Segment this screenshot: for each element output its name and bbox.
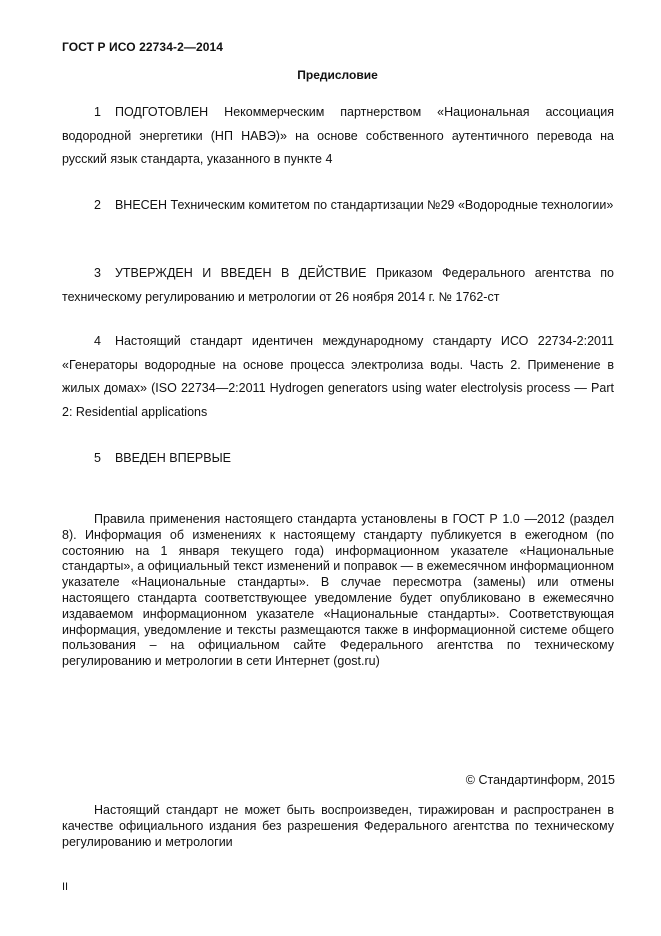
- page-title: Предисловие: [297, 68, 378, 82]
- item-number: 1: [94, 105, 101, 119]
- item-number: 5: [94, 451, 101, 465]
- page-number: II: [62, 881, 69, 893]
- item-text: Приказом Федерального агентства по техническому регулированию и метрологии от 26 ноября 2014 г. № 1762-ст: [62, 266, 614, 304]
- item-lead: ПОДГОТОВЛЕН: [114, 105, 209, 119]
- foreword-item-4: [62, 330, 614, 424]
- item-number: 2: [94, 198, 101, 212]
- copyright-notice: © Стандартинформ, 2015: [465, 773, 615, 787]
- item-text: Техническим комитетом по стандартизации №29 «Водородные технологии»: [170, 198, 614, 212]
- reproduction-notice: Настоящий стандарт не может быть воспроизведен, тиражирован и распространен в качестве официального издания без разрешения Федерального агентства по техническому регулированию и метрологии: [62, 803, 614, 849]
- foreword-item-2: [62, 194, 614, 218]
- item-lead: Настоящий: [114, 334, 181, 348]
- item-text: стандарт идентичен международному стандарту ИСО 22734-2:2011 «Генераторы водородные на основе процесса электролиза воды. Часть 2. Применение в жилых домах» (ISO 22734—2:2011 Hydrogen generators using water electrolysis process — Part 2: Residential applications: [62, 334, 614, 419]
- item-text: Некоммерческим партнерством «Национальная ассоциация водородной энергетики (НП НАВЭ)» на основе собственного аутентичного перевода на русский язык стандарта, указанного в пункте 4: [62, 105, 614, 166]
- item-number: 3: [94, 266, 101, 280]
- item-number: 4: [94, 334, 101, 348]
- rules-paragraph: Правила применения настоящего стандарта установлены в ГОСТ Р 1.0 —2012 (раздел 8). Информация об изменениях к настоящему стандарту публикуется в ежегодном (по состоянию на 1 января текущего года) информационном указателе «Национальные стандарты», а официальный текст изменений и поправок — в ежемесячном информационном указателе «Национальные стандарты». В случае пересмотра (замены) или отмены настоящего стандарта соответствующее уведомление будет опубликовано в ежемесячно издаваемом информационном указателе «Национальные стандарты». Соответствующая информация, уведомление и тексты размещаются также в информационной системе общего пользования – на официальном сайте Федерального агентства по техническому регулированию и метрологии в сети Интернет (gost.ru): [62, 512, 614, 669]
- item-lead: УТВЕРЖДЕН И ВВЕДЕН В ДЕЙСТВИЕ: [114, 266, 367, 280]
- document-code: ГОСТ Р ИСО 22734-2—2014: [62, 40, 224, 54]
- item-lead: ВВЕДЕН ВПЕРВЫЕ: [114, 451, 232, 465]
- item-lead: ВНЕСЕН: [114, 198, 168, 212]
- foreword-item-3: [62, 262, 614, 309]
- foreword-item-1: [62, 101, 614, 172]
- foreword-item-5: [62, 447, 614, 471]
